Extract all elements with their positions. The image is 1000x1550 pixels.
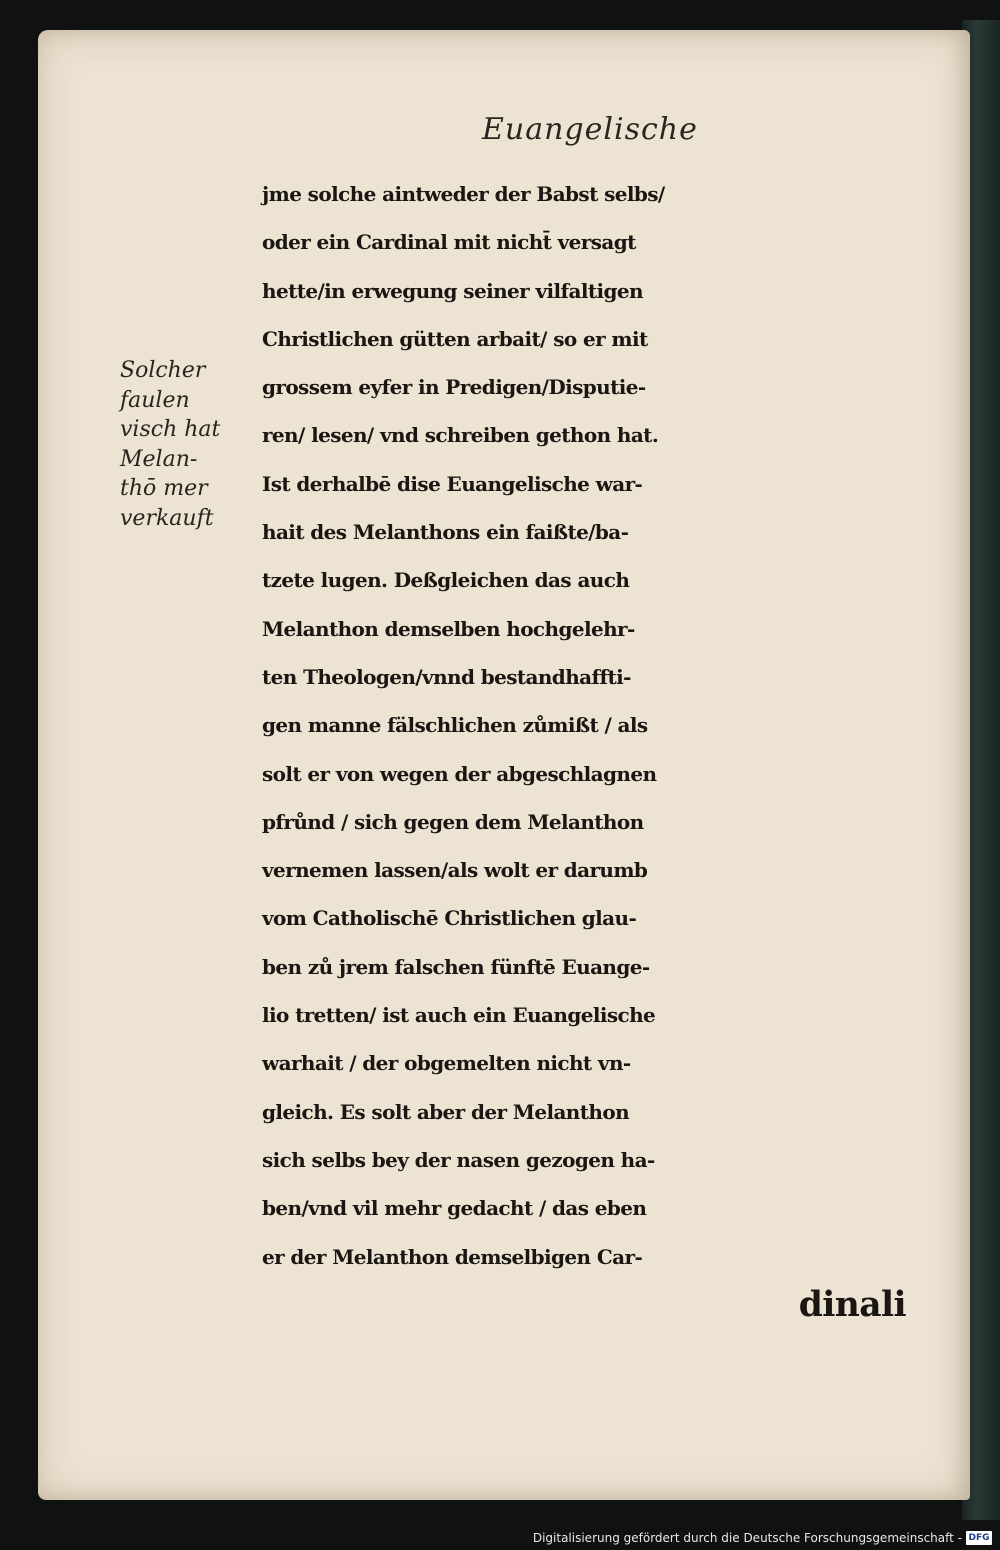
text-line: tzete lugen. Deßgleichen das auch xyxy=(262,568,630,593)
running-head: Euangelische xyxy=(482,112,698,147)
text-line: gleich. Es solt aber der Melanthon xyxy=(262,1099,630,1124)
text-line: pfrůnd / sich gegen dem Melanthon xyxy=(262,809,644,834)
main-text-block xyxy=(262,170,942,1329)
text-line: vom Catholischē Christlichen glau‐ xyxy=(262,906,637,931)
marginal-note-line: visch hat xyxy=(120,417,221,442)
text-line: solt er von wegen der abgeschlagnen xyxy=(262,761,657,786)
text-line: gen manne fälschlichen zůmißt / als xyxy=(262,713,648,738)
marginal-note-line: Solcher xyxy=(120,358,206,383)
text-line: ten Theologen/vnnd bestandhaffti‐ xyxy=(262,664,631,689)
text-line: ren/ lesen/ vnd schreiben gethon hat. xyxy=(262,423,659,448)
dfg-logo: DFG xyxy=(966,1531,992,1545)
text-line: ben/vnd vil mehr gedacht / das eben xyxy=(262,1196,647,1221)
catchword: dinali xyxy=(798,1284,906,1325)
text-line: warhait / der obgemelten nicht vn‐ xyxy=(262,1051,631,1076)
footer-credit: Digitalisierung gefördert durch die Deutsche Forschungsgemeinschaft - xyxy=(532,1531,962,1545)
text-line: hait des Melanthons ein faißte/ba‐ xyxy=(262,520,629,545)
text-line: er der Melanthon demselbigen Car‐ xyxy=(262,1244,643,1269)
text-line: oder ein Cardinal mit nicht̄ versagt xyxy=(262,230,636,255)
text-line: hette/in erwegung seiner vilfaltigen xyxy=(262,278,643,303)
text-line: lio tretten/ ist auch ein Euangelische xyxy=(262,1003,656,1028)
marginal-note xyxy=(120,356,260,533)
text-line: grossem eyfer in Predigen/Disputie‐ xyxy=(262,375,646,400)
text-line: jme solche aintweder der Babst selbs/ xyxy=(262,182,665,206)
marginal-note-line: faulen xyxy=(120,387,190,413)
text-line: Ist derhalbē dise Euangelische war‐ xyxy=(262,471,643,496)
marginal-note-line: Melan‐ xyxy=(120,446,198,472)
text-line: Melanthon demselben hochgelehr‐ xyxy=(262,616,635,641)
text-line: vernemen lassen/als wolt er darumb xyxy=(262,858,648,883)
marginal-note-line: thō mer xyxy=(120,476,208,501)
marginal-note-line: verkauft xyxy=(120,505,214,531)
text-line: Christlichen gütten arbait/ so er mit xyxy=(262,326,648,351)
text-line: sich selbs bey der nasen gezogen ha‐ xyxy=(262,1147,655,1172)
text-line: ben zů jrem falschen fünftē Euange‐ xyxy=(262,954,650,979)
